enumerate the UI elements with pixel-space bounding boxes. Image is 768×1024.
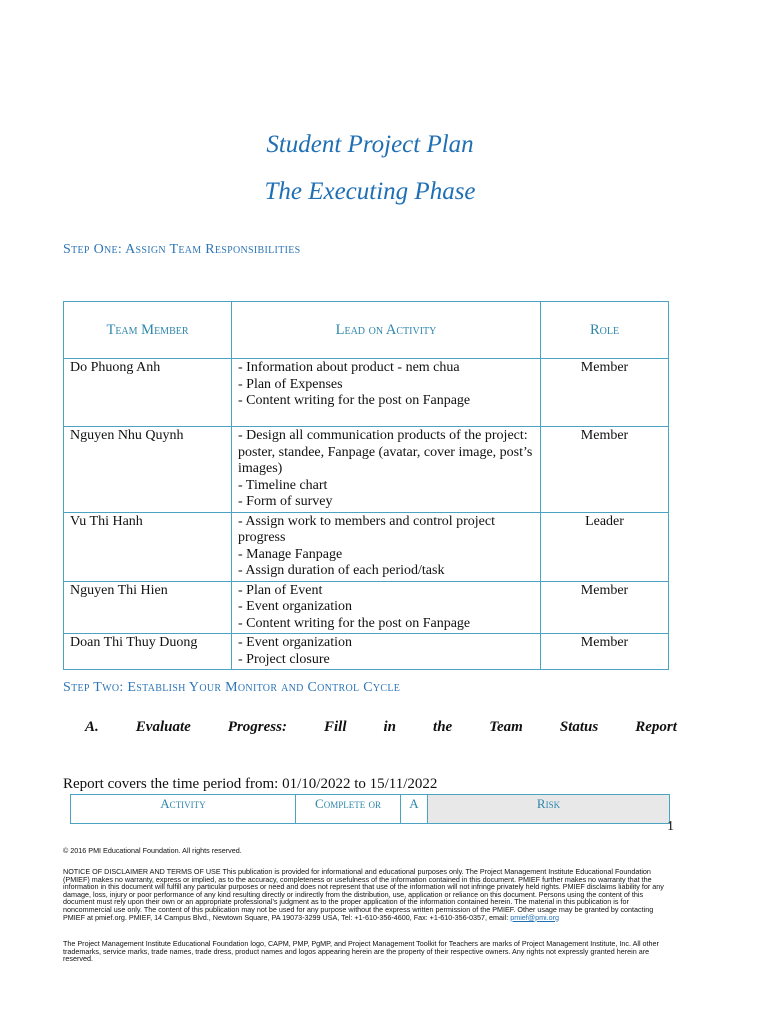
member-name: Vu Thi Hanh	[64, 512, 232, 581]
activity-cell	[232, 512, 541, 581]
activity-cell	[232, 359, 541, 427]
member-name: Nguyen Nhu Quynh	[64, 427, 232, 513]
table-row	[64, 634, 669, 670]
table-row	[64, 427, 669, 513]
role-cell: Member	[541, 581, 669, 634]
role-cell: Leader	[541, 512, 669, 581]
header-role: Role	[541, 302, 669, 359]
evaluate-instruction	[85, 719, 677, 736]
table-row	[64, 359, 669, 427]
instruction-word: Team	[489, 719, 523, 735]
activity-line: - Event organization	[238, 635, 353, 650]
responsibilities-table	[63, 301, 669, 670]
instruction-word: the	[433, 719, 453, 735]
activity-line: - Information about product - nem chua	[238, 360, 460, 375]
activity-line: - Plan of Expenses	[238, 376, 343, 392]
activity-line: - Content writing for the post on Fanpage	[238, 615, 471, 631]
status-header-row	[71, 795, 670, 824]
step-one-heading: Step One: Assign Team Responsibilities	[63, 242, 301, 257]
instruction-word: Progress:	[227, 719, 287, 735]
document-title: Student Project Plan	[266, 131, 474, 158]
instruction-word: A.	[85, 719, 99, 735]
role-cell: Member	[541, 359, 669, 427]
disclaimer-text: NOTICE OF DISCLAIMER AND TERMS OF USE This publication is provided for informational and educational purposes only. The Project Management Institute Educational Foundation (PMIEF) makes no warranty, express or implied, as to the accuracy, completeness or usefulness of the information contained in this document. PMIEF further makes no warranty that the information in this document will fulfill any particular purposes or need and does not represent that use of the information will not infringe privately held rights. PMIEF disclaims liability for any damage, loss, injury or poor performance of any kind resulting directly or indirectly from the distribution, use, application or reliance on this document. Persons using the content of this document must rely upon their own or an appropriate professional’s judgment as to the proper application of the information contained herein. The material in this publication is for noncommercial use only. The content of this publication may not be used for any purpose without the express written permission of the PMIEF. Other usage may be granted by contacting PMIEF at pmief.org. PMIEF, 14 Campus Blvd., Newtown Square, PA 19073-3299 USA, Tel: +1-610-356-4600, Fax: +1-610-356-0357, email:	[63, 867, 664, 922]
instruction-word: Evaluate	[135, 719, 191, 735]
role-cell: Member	[541, 634, 669, 670]
instruction-word: Status	[559, 719, 599, 735]
member-name: Do Phuong Anh	[64, 359, 232, 427]
instruction-word: Fill	[323, 719, 347, 735]
report-period: Report covers the time period from: 01/10/2022 to 15/11/2022	[63, 776, 438, 792]
header-team-member: Team Member	[64, 302, 232, 359]
activity-cell	[232, 634, 541, 670]
footer-disclaimer	[63, 868, 673, 921]
table-header-row	[64, 302, 669, 359]
status-header-risk: Risk	[428, 795, 670, 824]
activity-cell	[232, 581, 541, 634]
email-link[interactable]: pmief@pmi.org	[510, 912, 560, 922]
table-row	[64, 512, 669, 581]
status-header-complete: Complete or	[296, 795, 401, 824]
instruction-word: in	[383, 719, 397, 735]
table-row	[64, 581, 669, 634]
status-report-table	[70, 794, 670, 824]
activity-line: - Manage Fanpage	[238, 546, 343, 562]
activity-line: - Event organization	[238, 599, 353, 614]
status-header-activity: Activity	[71, 795, 296, 824]
activity-line: - Project closure	[238, 651, 330, 667]
status-header-a: A	[401, 795, 428, 824]
footer-trademarks: The Project Management Institute Educational Foundation logo, CAPM, PMP, PgMP, and Project Management Toolkit for Teachers are marks of Project Management Institute, Inc. All other trademarks, service marks, trade names, trade dress, product names and logos appearing herein are the property of their respective owners. Any rights not expressly granted herein are reserved.	[63, 939, 659, 964]
activity-cell	[232, 427, 541, 513]
header-lead-on-activity: Lead on Activity	[232, 302, 541, 359]
step-two-heading: Step Two: Establish Your Monitor and Control Cycle	[63, 680, 401, 695]
document-subtitle: The Executing Phase	[264, 178, 476, 205]
instruction-word: Report	[635, 719, 677, 735]
activity-line: - Design all communication products of the project: poster, standee, Fanpage (avatar, cover image, post’s images)	[238, 428, 533, 476]
activity-line: - Content writing for the post on Fanpage	[238, 393, 471, 408]
member-name: Doan Thi Thuy Duong	[64, 634, 232, 670]
page-number: 1	[667, 819, 674, 834]
activity-line: - Assign work to members and control project progress	[238, 513, 496, 545]
activity-line: - Timeline chart	[238, 477, 328, 493]
role-cell: Member	[541, 427, 669, 513]
footer-copyright: © 2016 PMI Educational Foundation. All rights reserved.	[63, 846, 242, 855]
member-name: Nguyen Thi Hien	[64, 581, 232, 634]
activity-line: - Form of survey	[238, 494, 333, 509]
activity-line: - Plan of Event	[238, 582, 323, 598]
activity-line: - Assign duration of each period/task	[238, 563, 445, 578]
